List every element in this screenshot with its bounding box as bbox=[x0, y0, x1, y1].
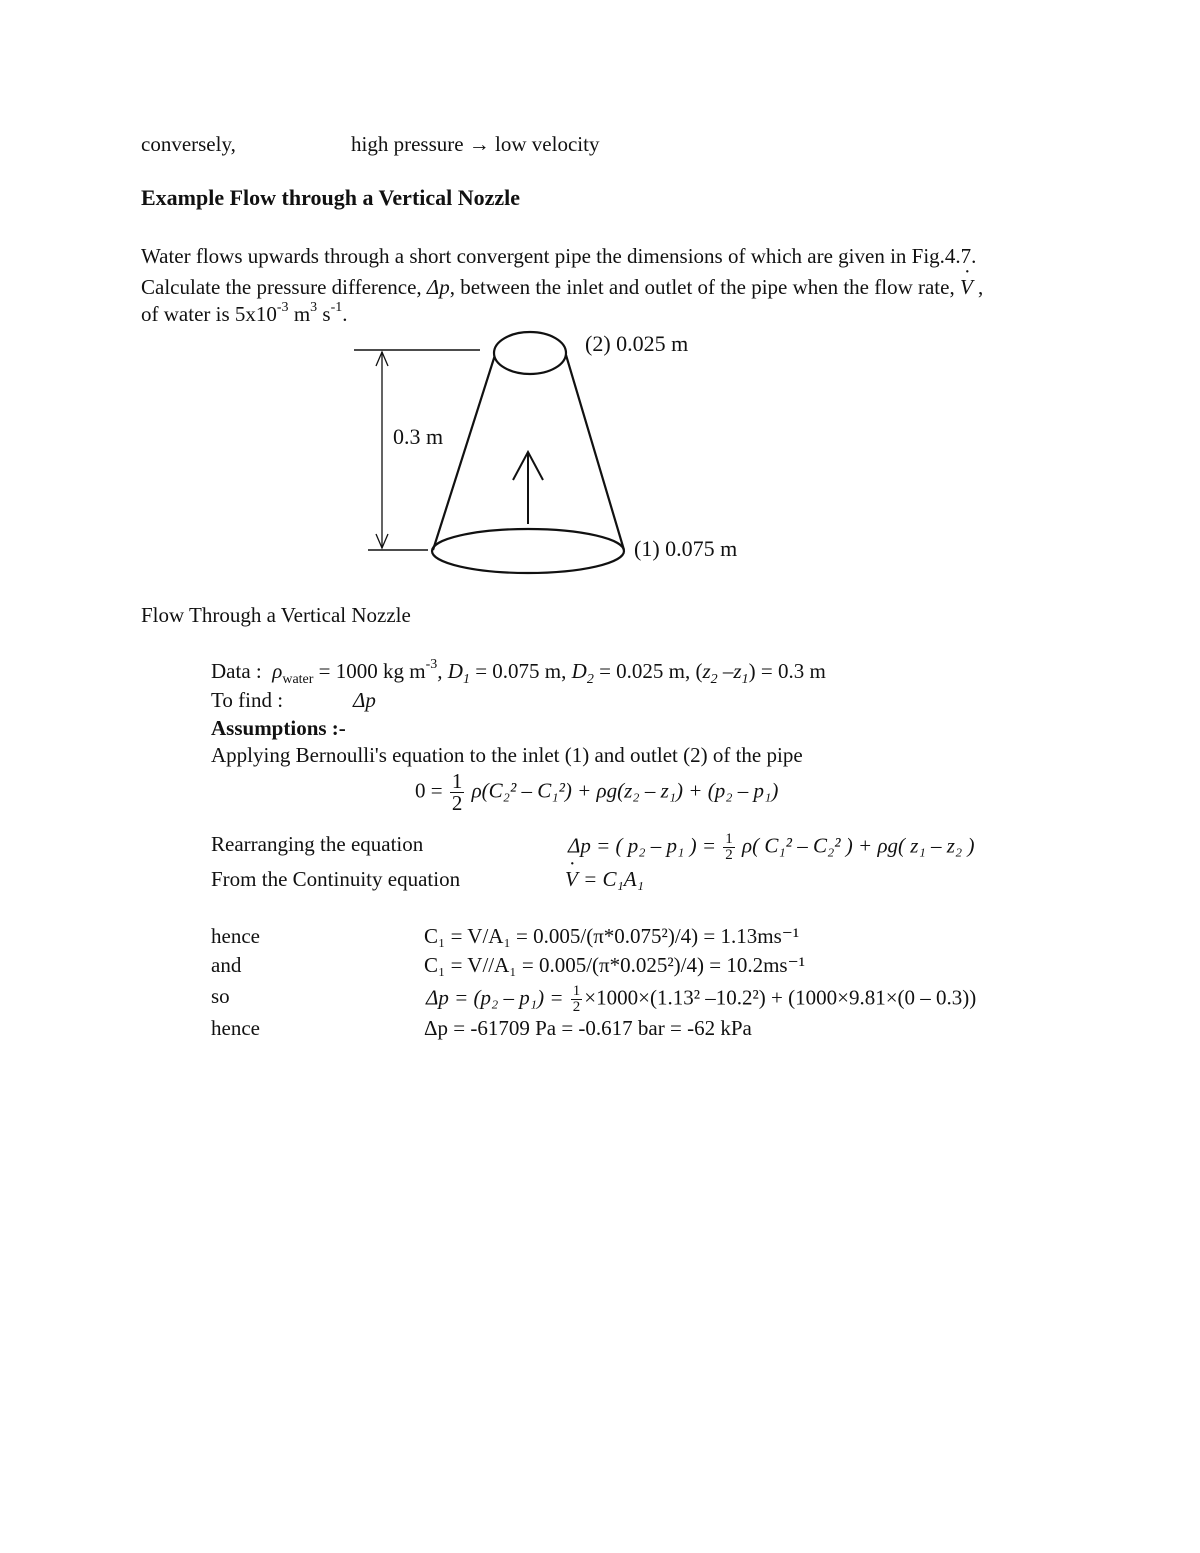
to-find-label: To find : bbox=[211, 688, 284, 712]
result-row-label: and bbox=[211, 953, 242, 977]
nozzle-diagram bbox=[0, 0, 1200, 600]
figure-caption: Flow Through a Vertical Nozzle bbox=[141, 603, 411, 627]
pressure-substitution-equation: Δp = (p₂ – p₁) = $\frac{1}{2}$ ×1000×(1.13² –10.2²) + (1000×9.81×(0 – 0.3)) bbox=[426, 983, 977, 1015]
outlet-ellipse bbox=[494, 332, 566, 374]
inlet-ellipse bbox=[432, 529, 624, 573]
cone-left-side bbox=[433, 355, 495, 550]
volume-flow-symbol: · V bbox=[960, 275, 973, 300]
applying-bernoulli-text: Applying Bernoulli's equation to the inlet (1) and outlet (2) of the pipe bbox=[211, 743, 803, 767]
example-heading: Example Flow through a Vertical Nozzle bbox=[141, 185, 521, 210]
inlet-diameter-label: (1) 0.075 m bbox=[634, 536, 738, 561]
delta-p-symbol: Δp bbox=[426, 275, 450, 299]
final-pressure-result: Δp = -61709 Pa = -0.617 bar = -62 kPa bbox=[424, 1016, 752, 1040]
height-label: 0.3 m bbox=[393, 424, 444, 449]
velocity-c1-equation: C₁ = V/A₁ = 0.005/(π*0.075²)/4) = 1.13ms⁻¹ bbox=[424, 924, 800, 948]
result-row-label: so bbox=[211, 984, 230, 1008]
velocity-c2-equation: C₁ = V//A₁ = 0.005/(π*0.025²)/4) = 10.2ms⁻¹ bbox=[424, 953, 805, 977]
intro-right-text: high pressure → low velocity bbox=[351, 132, 600, 156]
cone-right-side bbox=[566, 355, 624, 550]
problem-line-3: of water is $5x10^{-3}$ $m^3$ $s^{-1}$. bbox=[141, 300, 348, 326]
intro-left-text: conversely, bbox=[141, 132, 236, 156]
continuity-equation: · V = C₁A₁ bbox=[565, 867, 644, 892]
outlet-diameter-label: (2) 0.025 m bbox=[585, 331, 689, 356]
rearranging-label: Rearranging the equation bbox=[211, 832, 424, 856]
continuity-label: From the Continuity equation bbox=[211, 867, 461, 891]
problem-line-2: Calculate the pressure difference, Δp, between the inlet and outlet of the pipe when the flow rate, · V , bbox=[141, 275, 983, 300]
data-line: Data : $\rho_{water} = 1000$ kg $m^{-3}$, $D_1 = 0.075$ m, $D_2 = 0.025$ m, ($z_2$ $-z_1) = 0.3$ m bbox=[211, 657, 826, 688]
problem-line-1: Water flows upwards through a short convergent pipe the dimensions of which are given in Fig.4.7. bbox=[141, 244, 977, 268]
bernoulli-equation: 0 = $\frac{1}{2}$ ρ(C₂² – C₁²) + ρg(z₂ – z₁) + (p₂ – p₁) bbox=[415, 769, 779, 815]
result-row-label: hence bbox=[211, 1016, 260, 1040]
to-find-value: Δp bbox=[353, 688, 376, 712]
result-row-label: hence bbox=[211, 924, 260, 948]
assumptions-heading: Assumptions :- bbox=[211, 716, 346, 740]
rearranged-equation: Δp = ( p₂ – p₁ ) = $\frac{1}{2}$ ρ( C₁² – C₂² ) + ρg( z₁ – z₂ ) bbox=[568, 831, 975, 863]
